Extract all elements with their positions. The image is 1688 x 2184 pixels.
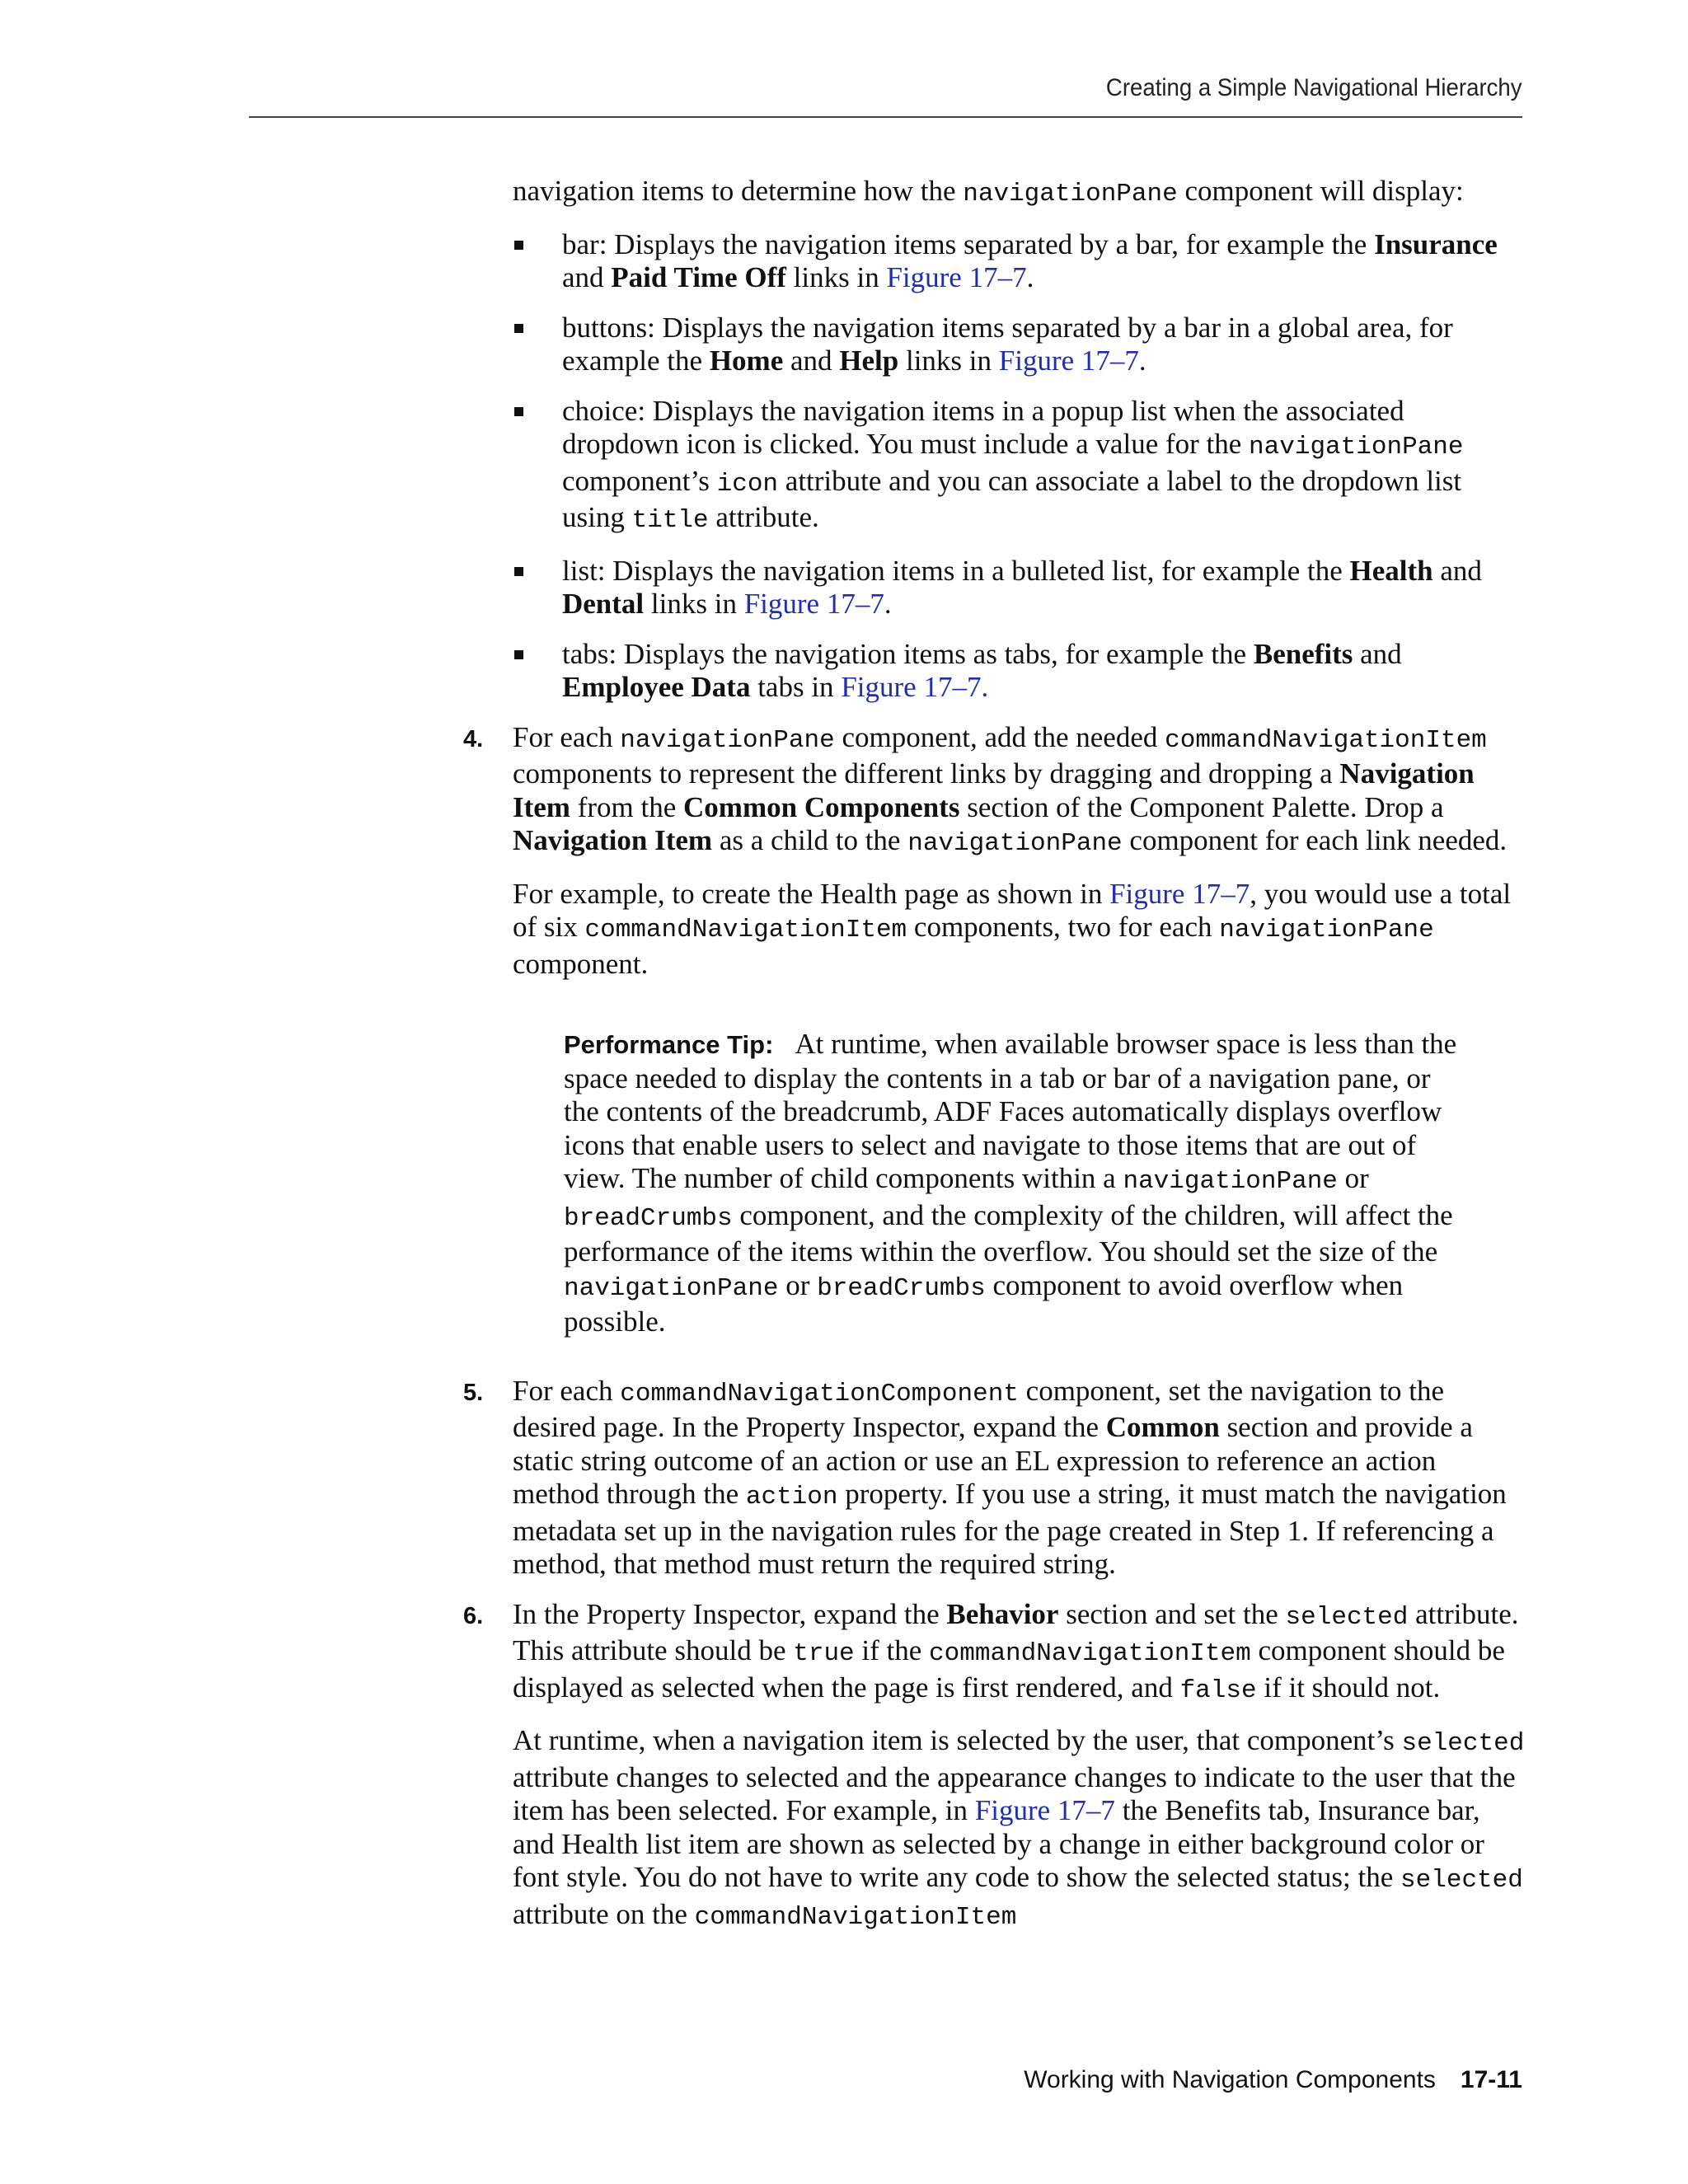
figure-link[interactable]: Figure 17–7 <box>743 588 884 620</box>
code-text: navigationPane <box>564 1273 779 1303</box>
code-text: commandNavigationItem <box>584 916 907 944</box>
list-item-buttons: buttons: Displays the navigation items separated by a bar in a global area, for example the Home and Help links in Figure 17–7. <box>562 312 1525 378</box>
code-text: breadCrumbs <box>564 1203 733 1233</box>
list-item-tabs: tabs: Displays the navigation items as tabs, for example the Benefits and Employee Data tabs in Figure 17–7. <box>562 638 1525 705</box>
figure-link[interactable]: Figure 17–7 <box>974 1794 1115 1826</box>
running-header: Creating a Simple Navigational Hierarchy <box>1106 74 1522 101</box>
code-text: navigationPane <box>907 829 1123 858</box>
code-text: navigationPane <box>1249 433 1464 462</box>
step-5 <box>463 1374 1525 1582</box>
code-text: title <box>631 506 709 535</box>
header-rule <box>249 116 1522 118</box>
code-text: commandNavigationItem <box>1165 725 1487 755</box>
step-6 <box>463 1597 1525 1935</box>
footer-chapter-title: Working with Navigation Components <box>1024 2066 1436 2093</box>
code-text: commandNavigationItem <box>929 1639 1251 1668</box>
step-6-runtime-paragraph: At runtime, when a navigation item is selected by the user, that component’s selected attribute changes to selected and the appearance changes to indicate to the user that the item has been selected. For example, in Figure 17–7 the Benefits tab, Insurance bar, and Health list item are shown as selected by a change in either background color or font style. You do not have to write any code to show the selected status; the selected attribute on the commandNavigationItem <box>513 1724 1525 1932</box>
code-text: navigationPane <box>1123 1167 1338 1196</box>
step-number: 5. <box>463 1379 484 1406</box>
tip-label: Performance Tip: <box>564 1030 774 1059</box>
code-text: false <box>1179 1675 1257 1705</box>
step-4-paragraph: For each navigationPane component, add the needed commandNavigationItem components to represent the different links by dragging and dropping a Navigation Item from the Common Components section of the Component Palette. Drop a Navigation Item as a child to the navigationPane component for each link needed. <box>513 720 1507 858</box>
code-text: navigationPane <box>963 180 1178 209</box>
bullet-square-icon <box>514 324 523 333</box>
figure-link[interactable]: Figure 17–7 <box>998 344 1139 377</box>
page-footer <box>1024 2066 1522 2094</box>
code-text: action <box>745 1483 838 1511</box>
figure-link[interactable]: Figure 17–7 <box>1109 877 1250 910</box>
bullet-square-icon <box>514 650 523 659</box>
bullet-square-icon <box>514 241 523 250</box>
intro-paragraph: navigation items to determine how the navigationPane component will display: <box>513 175 1464 209</box>
step-4 <box>463 720 1525 1339</box>
bullet-square-icon <box>514 567 523 576</box>
list-item-bar: bar: Displays the navigation items separated by a bar, for example the Insurance and Paid Time Off links in Figure 17–7. <box>562 228 1525 295</box>
display-style-list <box>513 228 1525 705</box>
page-body <box>463 175 1525 1951</box>
code-text: selected <box>1401 1729 1525 1758</box>
bullet-square-icon <box>514 407 523 416</box>
code-text: commandNavigationItem <box>694 1902 1017 1932</box>
page-number: 17-11 <box>1460 2066 1522 2093</box>
step-4-example-paragraph: For example, to create the Health page as shown in Figure 17–7, you would use a total of six commandNavigationItem components, two for each navigationPane component. <box>513 877 1512 980</box>
performance-tip: Performance Tip: At runtime, when available browser space is less than the space needed to display the contents in a tab or bar of a navigation pane, or the contents of the breadcrumb, ADF Faces automatically displays overflow icons that enable users to select and navigate to those items that are out of view. The number of child components within a navigationPane or breadCrumbs component, and the complexity of the children, will affect the performance of the items within the overflow. You should set the size of the navigationPane or breadCrumbs component to avoid overflow when possible. <box>564 1028 1457 1338</box>
code-text: navigationPane <box>1219 916 1434 944</box>
code-text: selected <box>1400 1866 1523 1895</box>
figure-link[interactable]: Figure 17–7. <box>841 671 989 703</box>
figure-link[interactable]: Figure 17–7 <box>886 261 1027 293</box>
step-5-paragraph: For each commandNavigationComponent component, set the navigation to the desired page. In the Property Inspector, expand the Common section and provide a static string outcome of an action or use an EL expression to reference an action method through the action property. If you use a string, it must match the navigation metadata set up in the navigation rules for the page created in Step 1. If referencing a method, that method must return the required string. <box>513 1374 1507 1580</box>
code-text: icon <box>716 469 779 499</box>
code-text: breadCrumbs <box>817 1273 986 1303</box>
list-item-choice: choice: Displays the navigation items in a popup list when the associated dropdown icon is clicked. You must include a value for the navigationPane component’s icon attribute and you can associate a label to the dropdown list using title attribute. <box>562 395 1525 538</box>
code-text: true <box>793 1639 855 1668</box>
code-text: navigationPane <box>620 725 835 755</box>
step-6-paragraph: In the Property Inspector, expand the Behavior section and set the selected attribute. This attribute should be true if the commandNavigationItem component should be displayed as selected when the page is first rendered, and false if it should not. <box>513 1597 1519 1705</box>
procedure-steps <box>463 720 1525 1935</box>
step-number: 6. <box>463 1602 484 1629</box>
step-number: 4. <box>463 725 484 752</box>
list-item-list: list: Displays the navigation items in a bulleted list, for example the Health and Dental links in Figure 17–7. <box>562 555 1525 621</box>
code-text: commandNavigationComponent <box>620 1379 1019 1408</box>
code-text: selected <box>1285 1602 1409 1632</box>
